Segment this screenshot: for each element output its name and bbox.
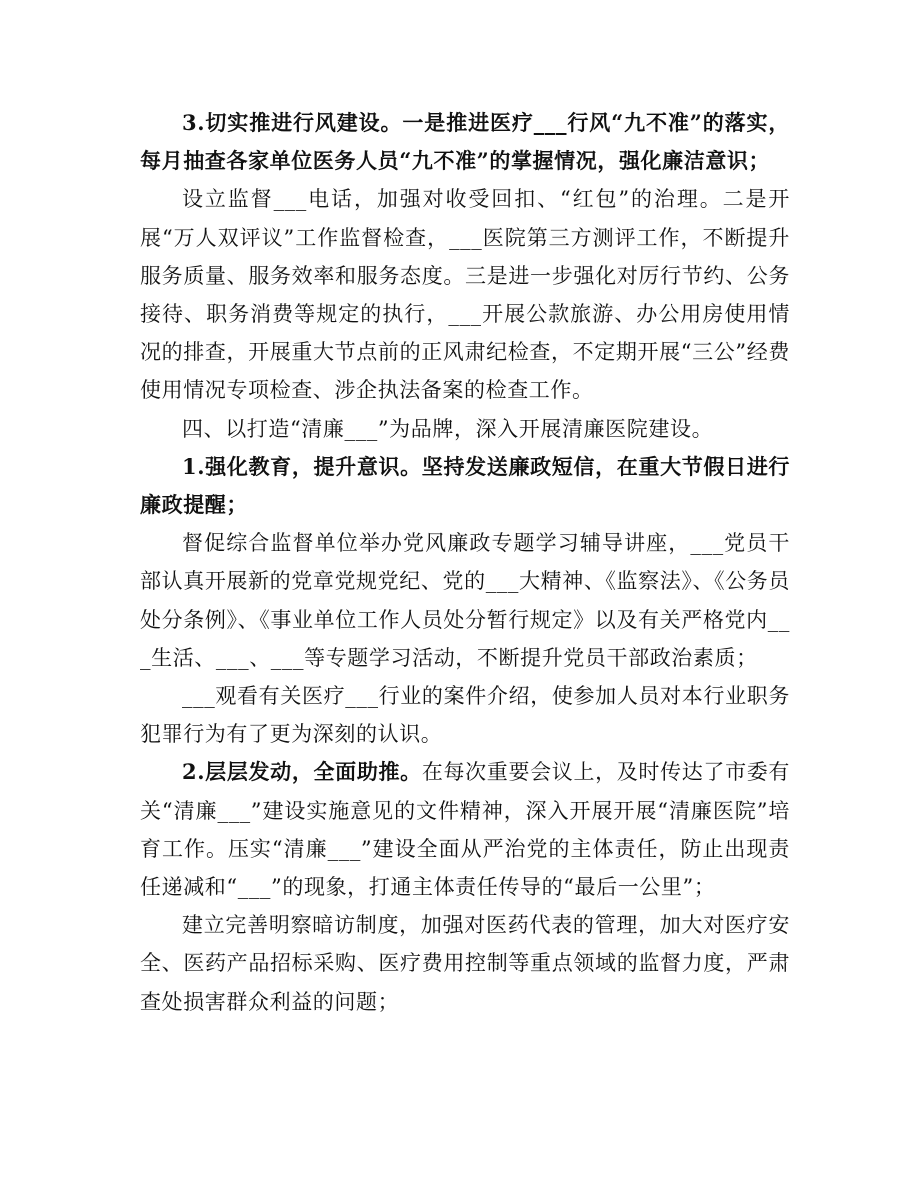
- paragraph-6: [140, 677, 790, 753]
- paragraph-7-bold: 2.层层发动，全面助推。: [182, 759, 422, 785]
- paragraph-2-text: 设立监督___电话，加强对收受回扣、“红包”的治理。二是开展“万人双评议”工作监督检查，___医院第三方测评工作，不断提升服务质量、服务效率和服务态度。三是进一步强化对厉行节约、公务接待、职务消费等规定的执行，___开展公款旅游、办公用房使用情况的排查，开展重大节点前的正风肃纪检查，不定期开展“三公”经费使用情况专项检查、涉企执法备案的检查工作。: [140, 187, 790, 403]
- paragraph-5: [140, 524, 790, 677]
- paragraph-2: [140, 180, 790, 409]
- paragraph-7: [140, 753, 790, 906]
- section-heading-text: 四、以打造“清廉___”为品牌，深入开展清廉医院建设。: [182, 416, 714, 441]
- paragraph-4-bold: 1.强化教育，提升意识。坚持发送廉政短信，在重大节假日进行廉政提醒；: [140, 453, 790, 518]
- paragraph-7-text: 在每次重要会议上，及时传达了市委有关“清廉___”建设实施意见的文件精神，深入开展开展“清廉医院”培育工作。压实“清廉___”建设全面从严治党的主体责任，防止出现责任递减和“___”的现象，打通主体责任传导的“最后一公里”；: [140, 760, 791, 900]
- section-heading: [140, 410, 790, 448]
- paragraph-1-bold: 3.切实推进行风建设。一是推进医疗___行风“九不准”的落实，每月抽查各家单位医务人员“九不准”的掌握情况，强化廉洁意识；: [140, 110, 790, 174]
- paragraph-4: [140, 448, 790, 524]
- paragraph-8: [140, 906, 790, 1021]
- paragraph-5-text: 督促综合监督单位举办党风廉政专题学习辅导讲座，___党员干部认真开展新的党章党规党纪、党的___大精神、《监察法》、《公务员处分条例》、《事业单位工作人员处分暂行规定》以及有关严格党内___生活、___、___等专题学习活动，不断提升党员干部政治素质；: [140, 531, 790, 670]
- paragraph-8-text: 建立完善明察暗访制度，加强对医药代表的管理，加大对医疗安全、医药产品招标采购、医疗费用控制等重点领域的监督力度，严肃查处损害群众利益的问题；: [140, 913, 790, 1014]
- paragraph-1: [140, 104, 790, 180]
- paragraph-6-text: ___观看有关医疗___行业的案件介绍，使参加人员对本行业职务犯罪行为有了更为深刻的认识。: [140, 684, 790, 747]
